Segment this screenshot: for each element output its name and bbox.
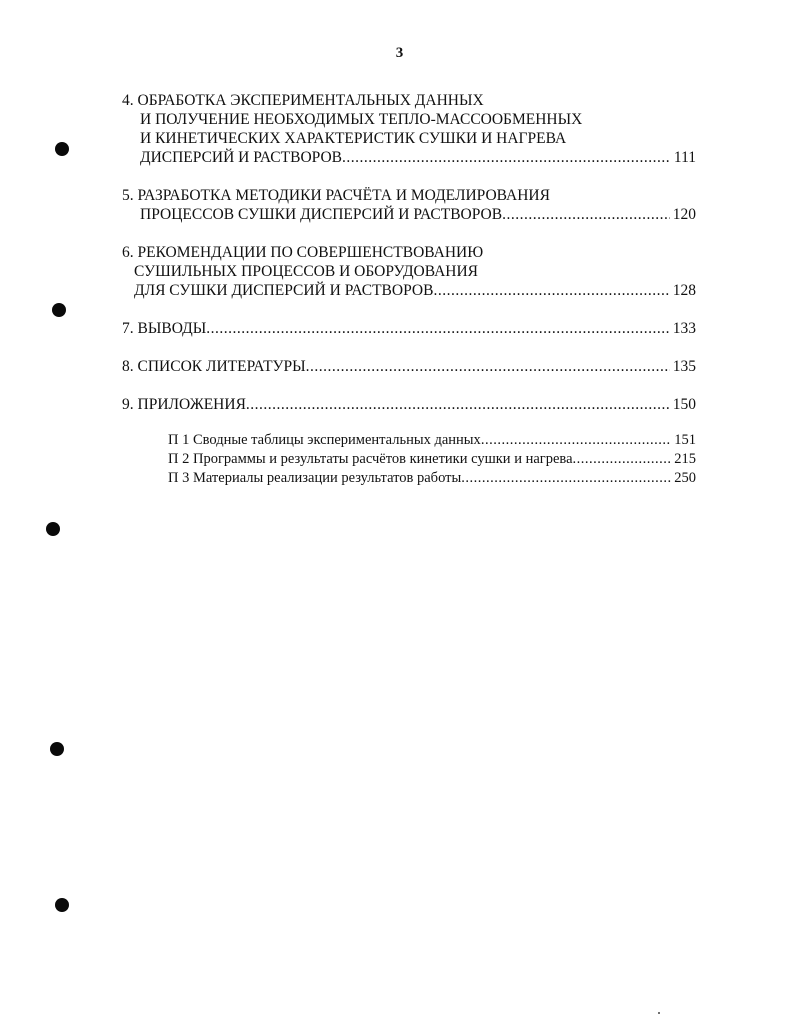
scan-speck — [658, 1012, 660, 1014]
toc-entry-9-title: 9. ПРИЛОЖЕНИЯ — [122, 396, 246, 413]
toc-entry-4-title: ДИСПЕРСИЙ И РАСТВОРОВ — [140, 149, 342, 166]
punch-hole-3 — [46, 522, 60, 536]
toc-entry-7 — [122, 319, 696, 338]
toc-entry-6-last — [134, 281, 696, 300]
toc-entry-8-page: 135 — [672, 358, 696, 375]
toc-entry-7-page: 133 — [672, 320, 696, 337]
toc-entry-5-line-1: 5. РАЗРАБОТКА МЕТОДИКИ РАСЧЁТА И МОДЕЛИРОВАНИЯ — [122, 187, 550, 204]
toc-entry-9-page: 150 — [672, 396, 696, 413]
appendix-3-page: 250 — [674, 470, 696, 486]
leader-dots — [481, 431, 671, 450]
appendix-item-3 — [168, 469, 696, 488]
toc-entry-4-line-1: 4. ОБРАБОТКА ЭКСПЕРИМЕНТАЛЬНЫХ ДАННЫХ — [122, 92, 484, 109]
toc-entry-5-last — [140, 205, 696, 224]
leader-dots — [433, 281, 669, 300]
toc-entry-4-last — [140, 148, 696, 167]
appendix-1-page: 151 — [674, 432, 696, 448]
toc-entry-4-line-2: И ПОЛУЧЕНИЕ НЕОБХОДИМЫХ ТЕПЛО-МАССООБМЕННЫХ — [140, 111, 583, 128]
toc-entry-6-line-1: 6. РЕКОМЕНДАЦИИ ПО СОВЕРШЕНСТВОВАНИЮ — [122, 244, 484, 261]
appendix-3-label: П 3 Материалы реализации результатов работы — [168, 470, 462, 486]
toc-entry-8 — [122, 357, 696, 376]
punch-hole-4 — [50, 742, 64, 756]
leader-dots — [306, 357, 670, 376]
leader-dots — [206, 319, 670, 338]
toc-entry-6-line-2: СУШИЛЬНЫХ ПРОЦЕССОВ И ОБОРУДОВАНИЯ — [134, 263, 479, 280]
appendix-item-2 — [168, 450, 696, 469]
toc-entry-6-title: ДЛЯ СУШКИ ДИСПЕРСИЙ И РАСТВОРОВ — [134, 282, 434, 299]
appendix-1-label: П 1 Сводные таблицы экспериментальных данных — [168, 432, 481, 448]
toc-entry-8-title: 8. СПИСОК ЛИТЕРАТУРЫ — [122, 358, 306, 375]
toc-entry-4-page: 111 — [673, 149, 696, 166]
leader-dots — [573, 450, 672, 469]
toc-entry-5-page: 120 — [672, 206, 696, 223]
punch-hole-5 — [55, 898, 69, 912]
leader-dots — [342, 148, 671, 167]
punch-hole-1 — [55, 142, 69, 156]
leader-dots — [461, 469, 671, 488]
appendix-item-1 — [168, 431, 696, 450]
toc-entry-5-title: ПРОЦЕССОВ СУШКИ ДИСПЕРСИЙ И РАСТВОРОВ — [140, 206, 503, 223]
toc-entry-6-page: 128 — [672, 282, 696, 299]
punch-hole-2 — [52, 303, 66, 317]
leader-dots — [246, 395, 670, 414]
page-number: 3 — [395, 45, 404, 61]
toc-entry-9 — [122, 395, 696, 414]
appendix-2-page: 215 — [674, 451, 696, 467]
toc-entry-4-line-3: И КИНЕТИЧЕСКИХ ХАРАКТЕРИСТИК СУШКИ И НАГРЕВА — [140, 130, 567, 147]
toc-entry-7-title: 7. ВЫВОДЫ — [122, 320, 207, 337]
leader-dots — [502, 205, 670, 224]
appendix-2-label: П 2 Программы и результаты расчётов кинетики сушки и нагрева — [168, 451, 573, 467]
